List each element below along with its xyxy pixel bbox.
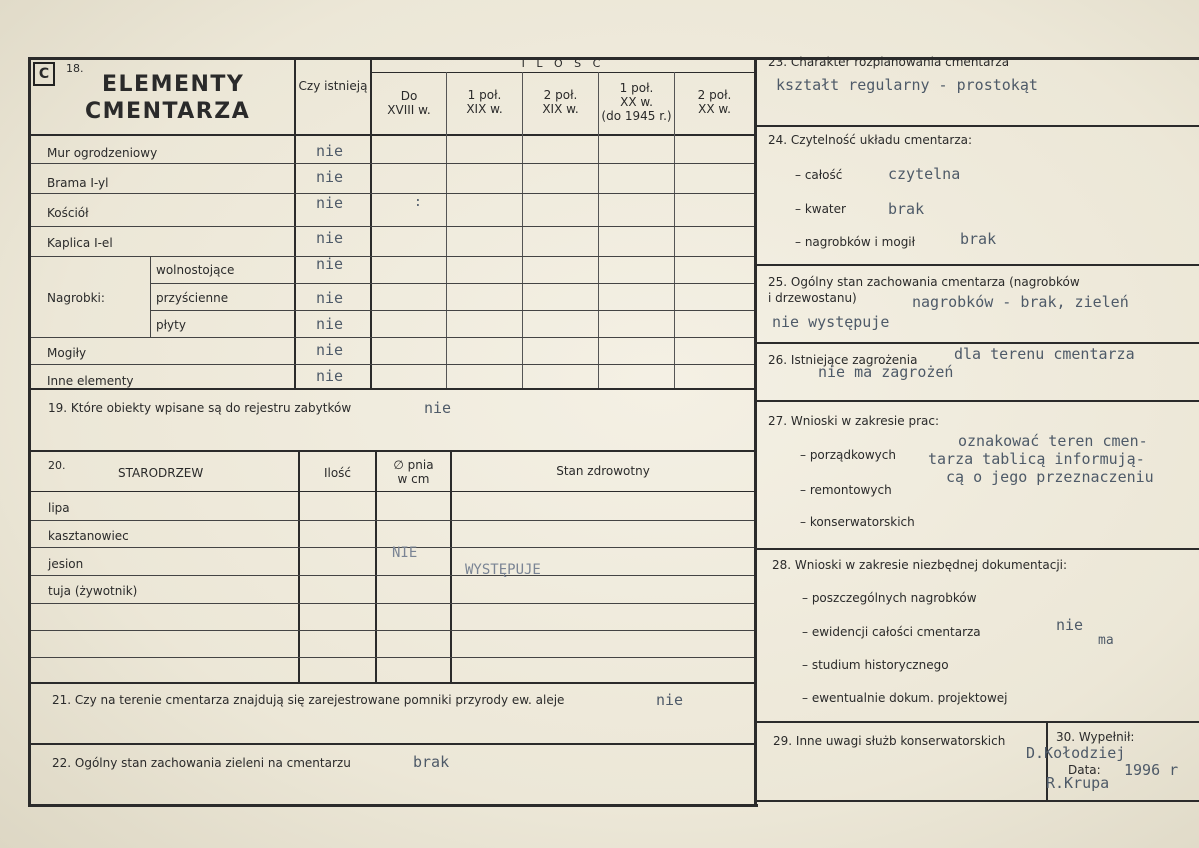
row-label-slabs: płyty [156, 318, 186, 332]
period-2: 2 poł. XIX w. [542, 88, 579, 116]
s24-value-graves: brak [960, 230, 997, 248]
s20-col-diameter: ∅ pnia w cm [393, 458, 434, 486]
row-label-gate: Brama I-yl [47, 176, 109, 190]
tree-row-3: tuja (żywotnik) [48, 584, 138, 598]
s25-label-line2: i drzewostanu) [768, 291, 857, 305]
s21-value: nie [656, 691, 684, 709]
s27-value-line3: cą o jego przeznaczeniu [946, 468, 1154, 486]
row-label-freestanding: wolnostojące [156, 263, 235, 277]
s26-label: 26. Istniejące zagrożenia [768, 353, 918, 367]
s19-bottom [31, 450, 754, 452]
s23-value: kształt regularny - prostokąt [776, 76, 1038, 94]
s25-value-line1: nagrobków - brak, zieleń [912, 293, 1129, 311]
s27-value-line2: tarza tablicą informują- [928, 450, 1145, 468]
s20-value-diameter: NIE [392, 545, 418, 561]
s23-label: 23. Charakter rozplanowania cmentarza [768, 55, 1010, 69]
s20-vline-3 [450, 452, 452, 683]
row-label-chapel: Kaplica I-el [47, 236, 113, 250]
value-gate: nie [316, 168, 344, 186]
s18-number: 18. [66, 62, 84, 75]
value-freestanding: nie [316, 255, 344, 273]
row-label-wall: Mur ogrodzeniowy [47, 146, 158, 160]
s24-item-graves: – nagrobków i mogił [795, 235, 916, 249]
s20-header-line [31, 491, 754, 492]
s24-item-whole: – całość [795, 168, 843, 182]
s28-item-records: – ewidencji całości cmentarza [802, 625, 981, 639]
s28-item-graves: – poszczególnych nagrobków [802, 591, 977, 605]
s30-date-value: 1996 r [1124, 761, 1179, 779]
s18-vline-1 [294, 60, 296, 390]
s18-vline-6 [674, 72, 675, 390]
s25-value-line2: nie występuje [772, 313, 890, 331]
s28-label: 28. Wnioski w zakresie niezbędnej dokumentacji: [772, 558, 1068, 572]
s20-value-health: WYSTĘPUJE [465, 562, 541, 578]
s18-qty-line [372, 72, 754, 73]
s23-bottom [757, 125, 1199, 127]
s28-value-line1: nie [1056, 616, 1084, 634]
s28-value-line2: ma [1098, 633, 1114, 648]
period-4: 2 poł. XX w. [697, 88, 732, 116]
s28-item-history: – studium historycznego [802, 658, 949, 672]
s18-col-exists: Czy istnieją [298, 79, 368, 93]
s18-col-qty: I L O Ś Ć [521, 57, 605, 70]
s20-col-qty: Ilość [323, 466, 352, 480]
s21-label: 21. Czy na terenie cmentarza znajdują się zarejestrowane pomniki przyrody ew. aleje [52, 693, 565, 707]
s18-bottom [31, 388, 754, 390]
corner-letter-box: C [33, 62, 55, 86]
s25-label-line1: 25. Ogólny stan zachowania cmentarza (nagrobków [768, 275, 1080, 289]
s26-value-line1: dla terenu cmentarza [954, 345, 1135, 363]
s24-label: 24. Czytelność układu cmentarza: [768, 133, 973, 147]
s19-value: nie [424, 399, 452, 417]
s27-label: 27. Wnioski w zakresie prac: [768, 414, 940, 428]
value-church: nie [316, 194, 344, 212]
row-label-church: Kościół [47, 206, 89, 220]
row-label-other: Inne elementy [47, 374, 134, 388]
s20-bottom [31, 682, 754, 684]
s18-title-line2: CMENTARZA [85, 99, 251, 124]
church-mark: : [414, 195, 422, 210]
s30-date-label: Data: [1068, 763, 1101, 777]
s20-vline-2 [375, 452, 377, 683]
s18-header-line [31, 134, 754, 136]
s30-name1: D.Kołodziej [1026, 744, 1126, 762]
period-0: Do XVIII w. [387, 89, 431, 117]
tree-row-0: lipa [48, 501, 70, 515]
period-3: 1 poł. XX w. (do 1945 r.) [601, 81, 672, 123]
value-other: nie [316, 367, 344, 385]
s25-bottom [757, 342, 1199, 344]
center-divider [754, 57, 757, 807]
value-mounds: nie [316, 341, 344, 359]
frame-left [28, 57, 31, 807]
tree-row-2: jesion [48, 557, 84, 571]
s24-value-quarters: brak [888, 200, 925, 218]
s26-bottom [757, 400, 1199, 402]
s26-value-line2: nie ma zagrożeń [818, 363, 954, 381]
tree-row-1: kasztanowiec [48, 529, 129, 543]
s29-label: 29. Inne uwagi służb konserwatorskich [773, 734, 1006, 748]
s27-item-renovation: – remontowych [800, 483, 892, 497]
s27-item-conservation: – konserwatorskich [800, 515, 915, 529]
s30-label: 30. Wypełnił: [1056, 730, 1135, 744]
s28-bottom [757, 721, 1199, 723]
s18-vline-4 [522, 72, 523, 390]
s24-value-whole: czytelna [888, 165, 961, 183]
s30-name2: R.Krupa [1046, 774, 1110, 792]
row-label-graves: Nagrobki: [47, 291, 105, 305]
s20-col-health: Stan zdrowotny [556, 464, 650, 478]
right-bottom [757, 800, 1199, 802]
s27-value-line1: oznakować teren cmen- [958, 432, 1148, 450]
s21-bottom [31, 743, 754, 745]
s20-vline-1 [298, 452, 300, 683]
s22-value: brak [413, 753, 450, 771]
s27-item-cleanup: – porządkowych [800, 448, 896, 462]
s20-title: STARODRZEW [118, 466, 204, 480]
s18-title-line1: ELEMENTY [102, 72, 245, 97]
s20-number: 20. [48, 459, 66, 472]
value-wall-mounted: nie [316, 289, 344, 307]
value-wall: nie [316, 142, 344, 160]
s27-bottom [757, 548, 1199, 550]
row-label-mounds: Mogiły [47, 346, 87, 360]
row-label-wall-mounted: przyścienne [156, 291, 229, 305]
s19-label: 19. Które obiekty wpisane są do rejestru zabytków [48, 401, 352, 415]
s24-item-quarters: – kwater [795, 202, 846, 216]
value-chapel: nie [316, 229, 344, 247]
s18-vline-3 [446, 72, 447, 390]
s22-label: 22. Ogólny stan zachowania zieleni na cmentarzu [52, 756, 351, 770]
value-slabs: nie [316, 315, 344, 333]
s24-bottom [757, 264, 1199, 266]
frame-bottom [28, 804, 758, 807]
s28-item-design: – ewentualnie dokum. projektowej [802, 691, 1008, 705]
period-1: 1 poł. XIX w. [466, 88, 503, 116]
